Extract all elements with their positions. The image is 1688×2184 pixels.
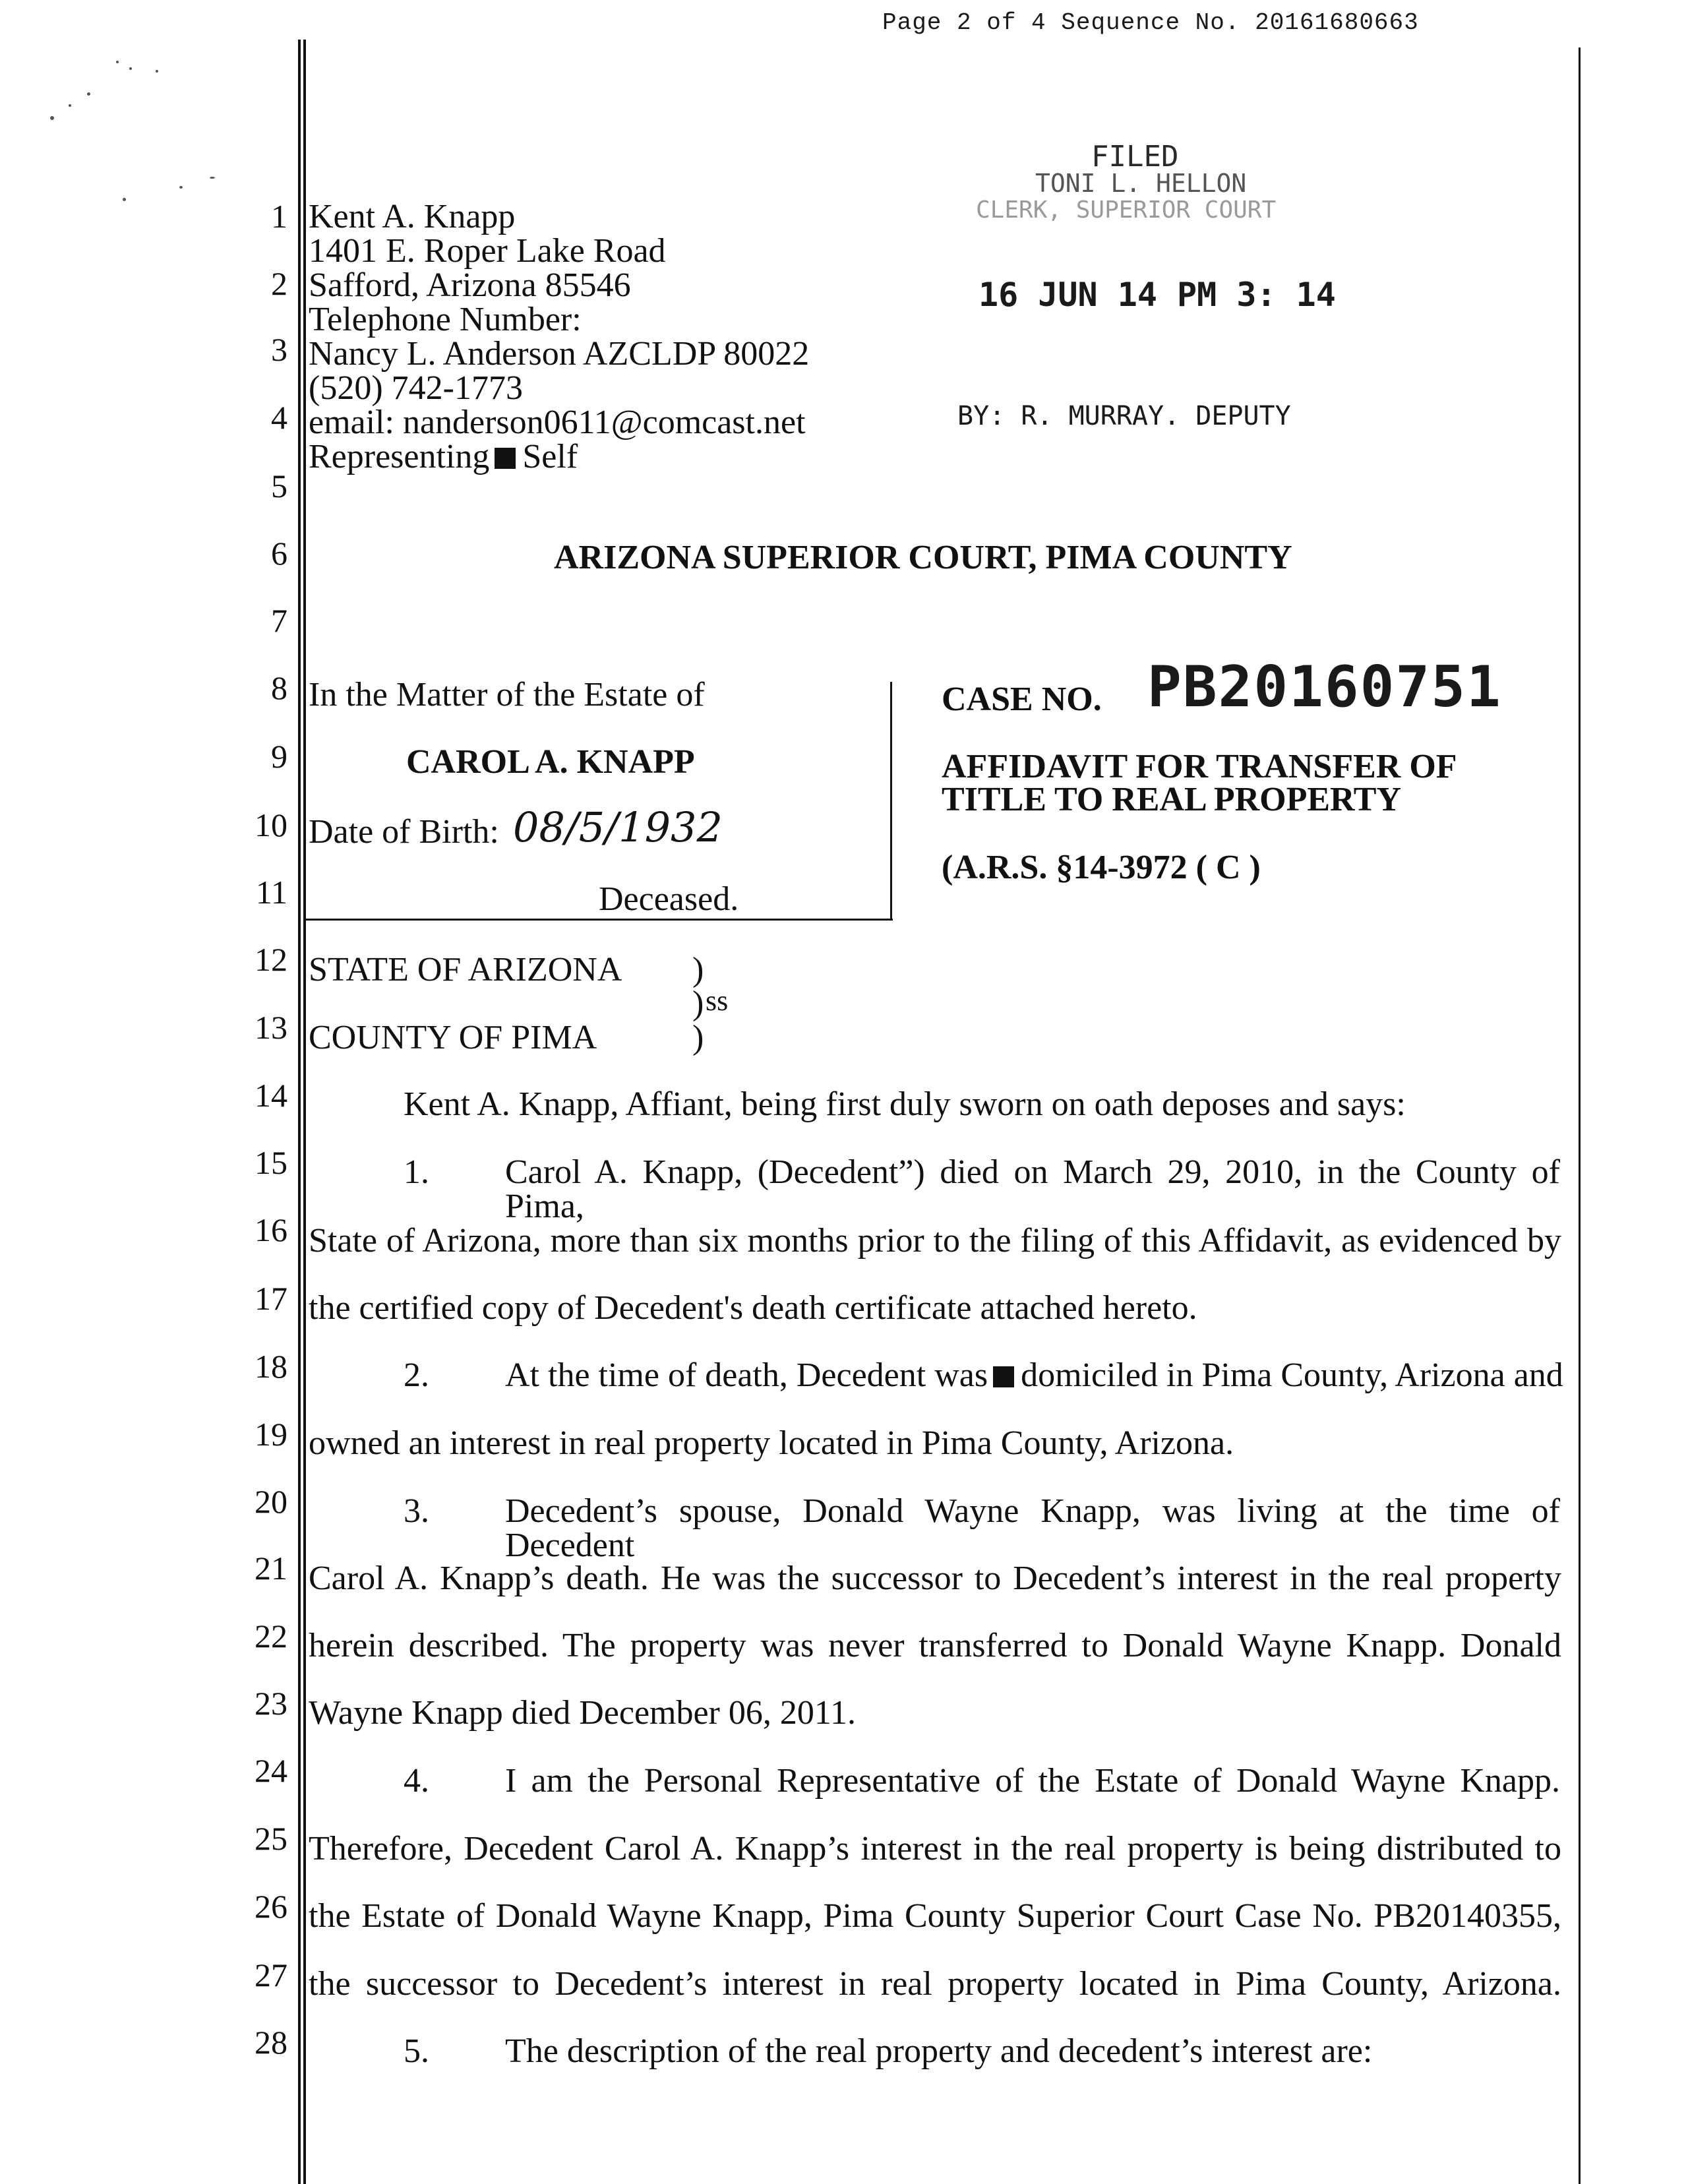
line-number: 7 [271, 602, 287, 639]
scan-speck [129, 67, 132, 70]
page-sequence-header: Page 2 of 4 Sequence No. 20161680663 [882, 9, 1419, 36]
paragraph-3-line4: Wayne Knapp died December 06, 2011. [309, 1694, 856, 1732]
scan-speck [179, 186, 183, 189]
document-title-line1: AFFIDAVIT FOR TRANSFER OF [942, 748, 1457, 785]
decedent-name: CAROL A. KNAPP [406, 743, 695, 781]
line-number: 18 [255, 1348, 287, 1385]
paragraph-2-line2: owned an interest in real property located in Pima County, Arizona. [309, 1424, 1234, 1462]
line-number: 20 [255, 1483, 287, 1520]
scan-speck [87, 92, 90, 96]
caption-bottom-rule [306, 919, 893, 921]
paragraph-4-line3: the Estate of Donald Wayne Knapp, Pima County Superior Court Case No. PB20140355, [309, 1897, 1561, 1935]
line-number: 28 [255, 2024, 287, 2061]
paragraph-4-line1: I am the Personal Representative of the Estate of Donald Wayne Knapp. [505, 1762, 1560, 1800]
matter-of-estate: In the Matter of the Estate of [309, 676, 705, 713]
line-number: 1 [271, 198, 287, 235]
line-number: 17 [255, 1280, 287, 1317]
filer-name: Kent A. Knapp [309, 198, 516, 235]
paragraph-number: 2. [404, 1356, 429, 1394]
line-number: 3 [271, 331, 287, 368]
line-number: 25 [255, 1820, 287, 1857]
paragraph-2-line1-end: domiciled in Pima County, Arizona and [1021, 1356, 1563, 1394]
paragraph-3-line3: herein described. The property was never transferred to Donald Wayne Knapp. Donald [309, 1627, 1561, 1664]
stamp-deputy: BY: R. MURRAY. DEPUTY [957, 401, 1291, 431]
left-margin-rule-inner [303, 40, 306, 2184]
venue-state: STATE OF ARIZONA [309, 951, 622, 988]
venue-paren: ) [692, 985, 704, 1022]
paragraph-1-line3: the certified copy of Decedent's death certificate attached hereto. [309, 1289, 1197, 1327]
line-number: 5 [271, 468, 287, 504]
line-number: 27 [255, 1957, 287, 1993]
paragraph-number: 3. [404, 1492, 429, 1530]
filer-address-line2: Safford, Arizona 85546 [309, 266, 631, 304]
scan-speck [50, 116, 54, 120]
scan-speck [69, 104, 71, 107]
attorney-name: Nancy L. Anderson AZCLDP 80022 [309, 335, 810, 373]
venue-paren: ) [692, 951, 704, 988]
statute-reference: (A.R.S. §14-3972 ( C ) [942, 849, 1261, 886]
email-address: email: nanderson0611@comcast.net [309, 404, 806, 441]
checkbox-filled-icon [993, 1366, 1014, 1387]
line-number: 6 [271, 535, 287, 572]
paragraph-2-line1-start: At the time of death, Decedent was [505, 1356, 988, 1394]
telephone-label: Telephone Number: [309, 301, 582, 338]
line-number: 11 [255, 874, 287, 911]
scan-speck [123, 198, 126, 201]
document-title-line2: TITLE TO REAL PROPERTY [942, 781, 1401, 818]
scan-speck [116, 61, 119, 63]
line-number: 12 [255, 941, 287, 978]
paragraph-1-line1: Carol A. Knapp, (Decedent”) died on March 29, 2010, in the County of Pima, [505, 1153, 1560, 1225]
paragraph-4-line4: the successor to Decedent’s interest in real property located in Pima County, Arizona. [309, 1965, 1561, 2003]
representing-value: Self [522, 438, 578, 475]
scan-speck [210, 177, 215, 179]
line-number: 14 [255, 1077, 287, 1114]
line-number: 2 [271, 265, 287, 302]
court-title: ARIZONA SUPERIOR COURT, PIMA COUNTY [554, 539, 1292, 576]
intro-line: Kent A. Knapp, Affiant, being first duly sworn on oath deposes and says: [404, 1085, 1406, 1123]
paragraph-number: 5. [404, 2032, 429, 2070]
representing-line [309, 440, 578, 474]
line-number: 23 [255, 1685, 287, 1722]
paragraph-2-line1 [505, 1358, 1563, 1393]
line-number: 26 [255, 1888, 287, 1925]
paragraph-number: 1. [404, 1153, 429, 1191]
telephone-number: (520) 742-1773 [309, 369, 523, 407]
line-number: 21 [255, 1550, 287, 1587]
stamp-court: CLERK, SUPERIOR COURT [976, 197, 1277, 224]
line-number: 19 [255, 1416, 287, 1453]
stamp-datetime: 16 JUN 14 PM 3: 14 [979, 276, 1336, 314]
line-number: 10 [255, 806, 287, 843]
case-number: PB20160751 [1147, 654, 1502, 720]
line-number: 4 [271, 399, 287, 436]
line-number: 9 [271, 738, 287, 775]
paragraph-3-line2: Carol A. Knapp’s death. He was the successor to Decedent’s interest in the real property [309, 1560, 1561, 1597]
checkbox-filled-icon [495, 448, 516, 469]
line-number: 8 [271, 669, 287, 706]
venue-county: COUNTY OF PIMA [309, 1019, 597, 1056]
filer-address-line1: 1401 E. Roper Lake Road [309, 232, 666, 270]
dob-handwritten: 08/5/1932 [513, 803, 723, 851]
line-number: 22 [255, 1618, 287, 1654]
dob-label: Date of Birth: [309, 813, 499, 851]
deceased-label: Deceased. [599, 880, 739, 918]
stamp-filed: FILED [1091, 140, 1179, 173]
line-number: 16 [255, 1211, 287, 1248]
paragraph-4-line2: Therefore, Decedent Carol A. Knapp’s interest in the real property is being distributed to [309, 1830, 1561, 1867]
paragraph-number: 4. [404, 1762, 429, 1800]
line-number: 13 [255, 1009, 287, 1046]
paragraph-1-line2: State of Arizona, more than six months prior to the filing of this Affidavit, as evidenced by [309, 1222, 1561, 1259]
line-number: 15 [255, 1144, 287, 1181]
paragraph-5-line1: The description of the real property and decedent’s interest are: [505, 2032, 1373, 2070]
venue-paren: ) [692, 1019, 704, 1056]
caption-vertical-rule [890, 682, 892, 921]
stamp-clerk-name: TONI L. HELLON [1035, 169, 1247, 198]
case-no-label: CASE NO. [942, 681, 1102, 718]
right-margin-rule [1579, 47, 1581, 2184]
scan-speck [156, 70, 158, 73]
left-margin-rule-outer [298, 40, 301, 2184]
paragraph-3-line1: Decedent’s spouse, Donald Wayne Knapp, was living at the time of Decedent [505, 1492, 1560, 1564]
venue-ss: ss [706, 985, 729, 1017]
representing-label: Representing [309, 438, 490, 475]
line-number: 24 [255, 1752, 287, 1789]
